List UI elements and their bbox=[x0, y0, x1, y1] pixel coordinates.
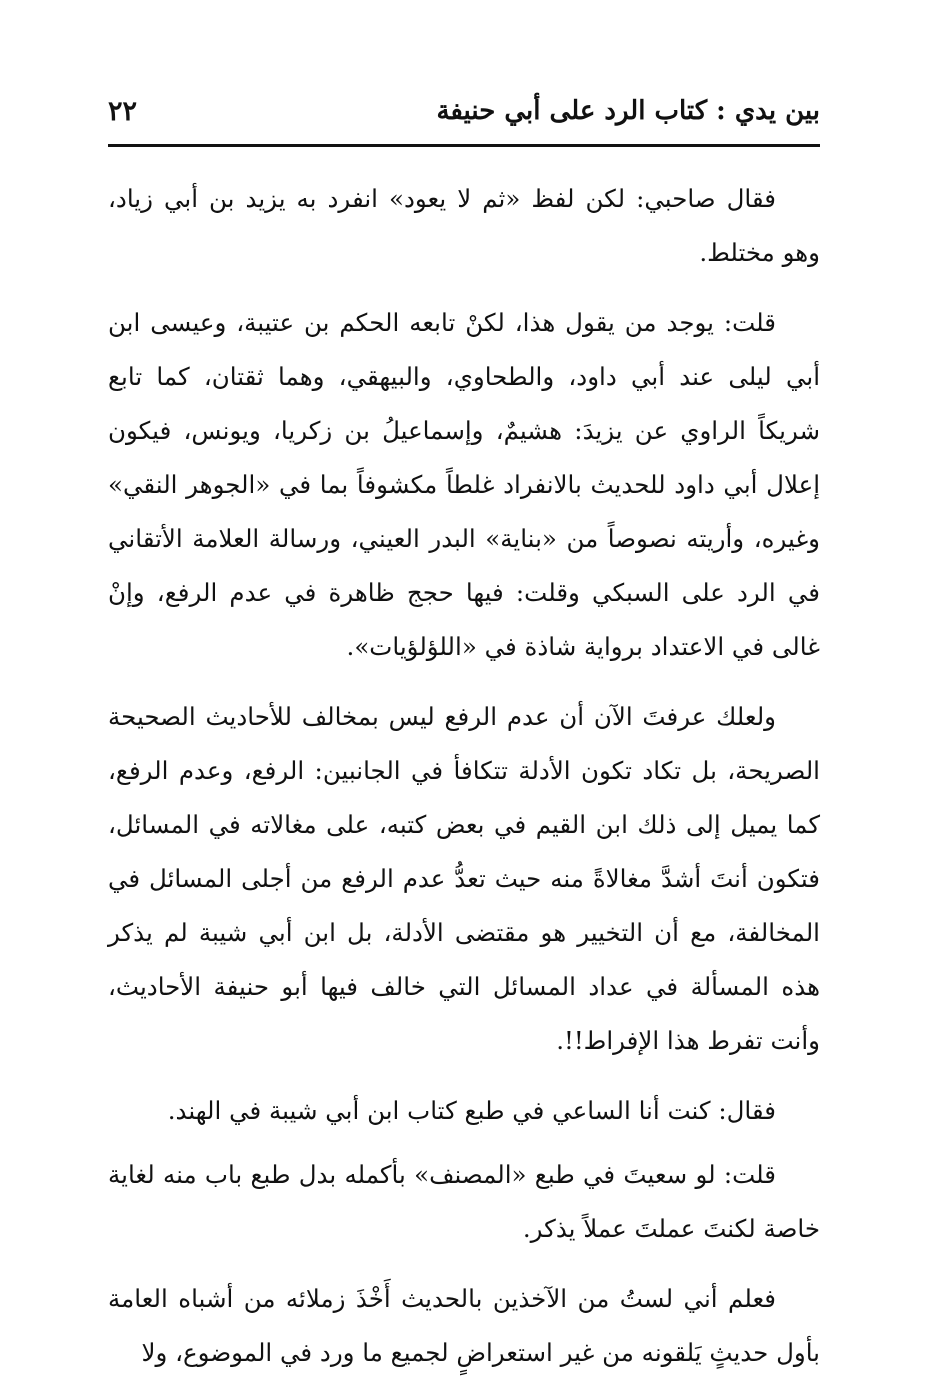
paragraph-3: ولعلك عرفتَ الآن أن عدم الرفع ليس بمخالف للأحاديث الصحيحة الصريحة، بل تكاد تكون الأدلة تتكافأ في الجانبين: الرفع، وعدم الرفع، كما يميل إلى ذلك ابن القيم في بعض كتبه، على مغالاته في المسائل، فتكون أنتَ أشدَّ مغالاةً منه حيث تعدُّ عدم الرفع من أجلى المسائل في المخالفة، مع أن التخيير هو مقتضى الأدلة، بل ابن أبي شيبة لم يذكر هذه المسألة في عداد المسائل التي خالف فيها أبو حنيفة الأحاديث، وأنت تفرط هذا الإفراط!!. bbox=[108, 702, 820, 1055]
paragraph-6: فعلم أني لستُ من الآخذين بالحديث أَخْذَ زملائه من أشباه العامة بأول حديثٍ يَلقونه من غير استعراضٍ لجميع ما ورد في الموضوع، ولا bbox=[108, 1284, 820, 1367]
page-number: ٢٢ bbox=[108, 96, 138, 127]
paragraph-1: فقال صاحبي: لكن لفظ «ثم لا يعود» انفرد به يزيد بن أبي زياد، وهو مختلط. bbox=[108, 184, 820, 267]
page-header bbox=[108, 92, 820, 136]
paragraph-2: قلت: يوجد من يقول هذا، لكنْ تابعه الحكم بن عتيبة، وعيسى ابن أبي ليلى عند أبي داود، والطحاوي، والبيهقي، وهما ثقتان، كما تابع شريكاً الراوي عن يزيدَ: هشيمٌ، وإسماعيلُ بن زكريا، ويونس، فيكون إعلال أبي داود للحديث بالانفراد غلطاً مكشوفاً بما في «الجوهر النقي» وغيره، وأريته نصوصاً من «بناية» البدر العيني، ورسالة العلامة الأتقاني في الرد على السبكي وقلت: فيها حجج ظاهرة في عدم الرفع، وإنْ غالى في الاعتداد برواية شاذة في «اللؤلؤيات». bbox=[108, 308, 820, 661]
paragraph-4: فقال: كنت أنا الساعي في طبع كتاب ابن أبي شيبة في الهند. bbox=[167, 1096, 776, 1125]
header-rule bbox=[108, 144, 820, 147]
running-title: بين يدي : كتاب الرد على أبي حنيفة bbox=[436, 96, 820, 126]
body-text bbox=[108, 172, 820, 1396]
paragraph-5: قلت: لو سعيتَ في طبع «المصنف» بأكمله بدل طبع باب منه لغاية خاصة لكنتَ عملتَ عملاً يذكر. bbox=[108, 1160, 820, 1243]
